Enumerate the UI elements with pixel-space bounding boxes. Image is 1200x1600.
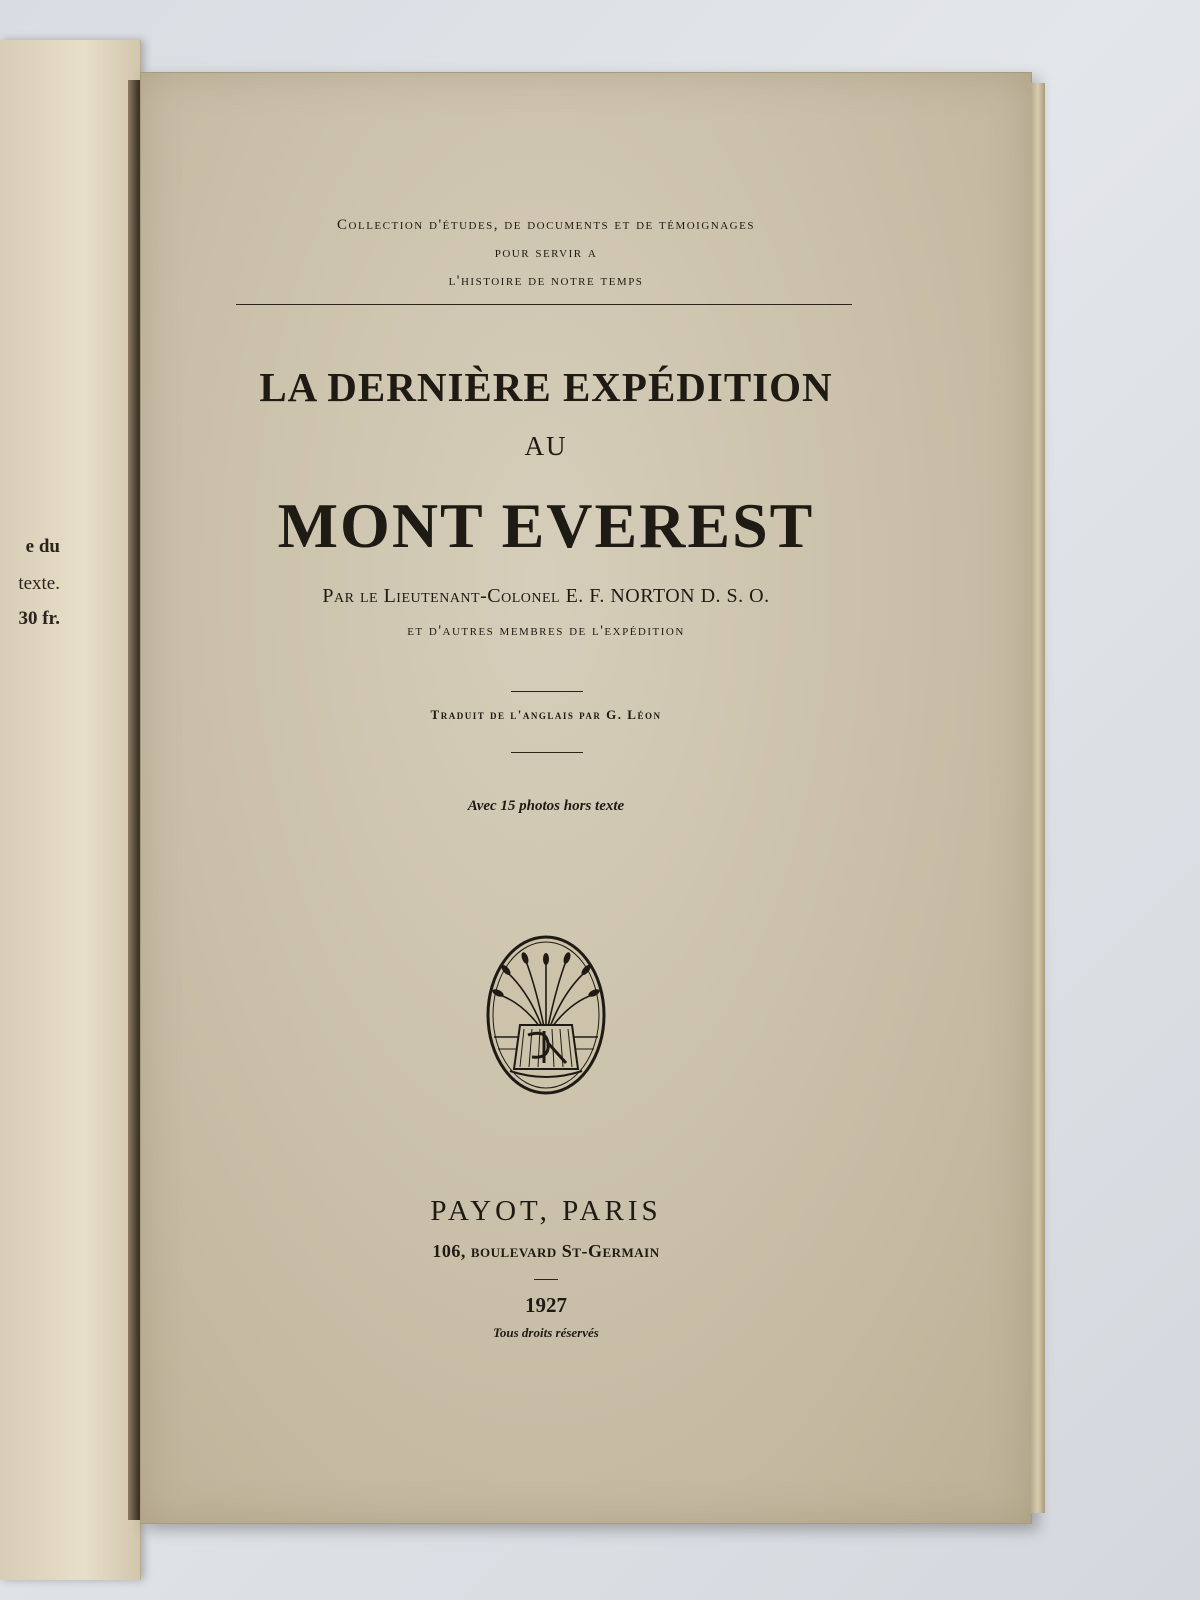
title-line-1: LA DERNIÈRE EXPÉDITION (259, 364, 833, 410)
byline-author: E. F. NORTON D. S. O. (565, 585, 770, 607)
publisher-address (141, 1241, 951, 1262)
left-page-fragment-3: 30 fr. (18, 608, 60, 629)
title-line-2: AU (524, 431, 568, 461)
series-line-2: pour servir a (494, 245, 598, 261)
byline-others: et d'autres membres de l'expédition (407, 623, 685, 639)
byline (141, 585, 951, 608)
left-page-fragment-2: texte. (18, 573, 60, 594)
translator-credit: Traduit de l'anglais par G. Léon (430, 707, 662, 722)
rule-below-translator (511, 752, 583, 753)
left-page-fragment-1: e du (25, 536, 60, 557)
rule-above-translator (511, 691, 583, 692)
left-facing-page (0, 40, 141, 1580)
series-line-3: l'histoire de notre temps (448, 273, 644, 289)
publisher-name: PAYOT, PARIS (430, 1195, 662, 1227)
title-page (140, 72, 1032, 1524)
photos-note: Avec 15 photos hors texte (467, 798, 625, 814)
page-edge (1031, 83, 1045, 1513)
address-street: boulevard St-Germain (470, 1241, 660, 1261)
publication-year: 1927 (525, 1293, 567, 1317)
rights-notice: Tous droits réservés (493, 1325, 599, 1340)
title-line-3: MONT EVEREST (277, 490, 815, 561)
rule-above-year (534, 1279, 558, 1280)
header-rule (236, 304, 852, 305)
series-line-1: Collection d'études, de documents et de témoignages (337, 217, 755, 233)
series-heading (141, 211, 951, 295)
wheat-sheaf-monogram-icon (484, 933, 608, 1097)
byline-prefix: Par le Lieutenant-Colonel (322, 585, 561, 607)
address-number: 106, (432, 1241, 466, 1261)
